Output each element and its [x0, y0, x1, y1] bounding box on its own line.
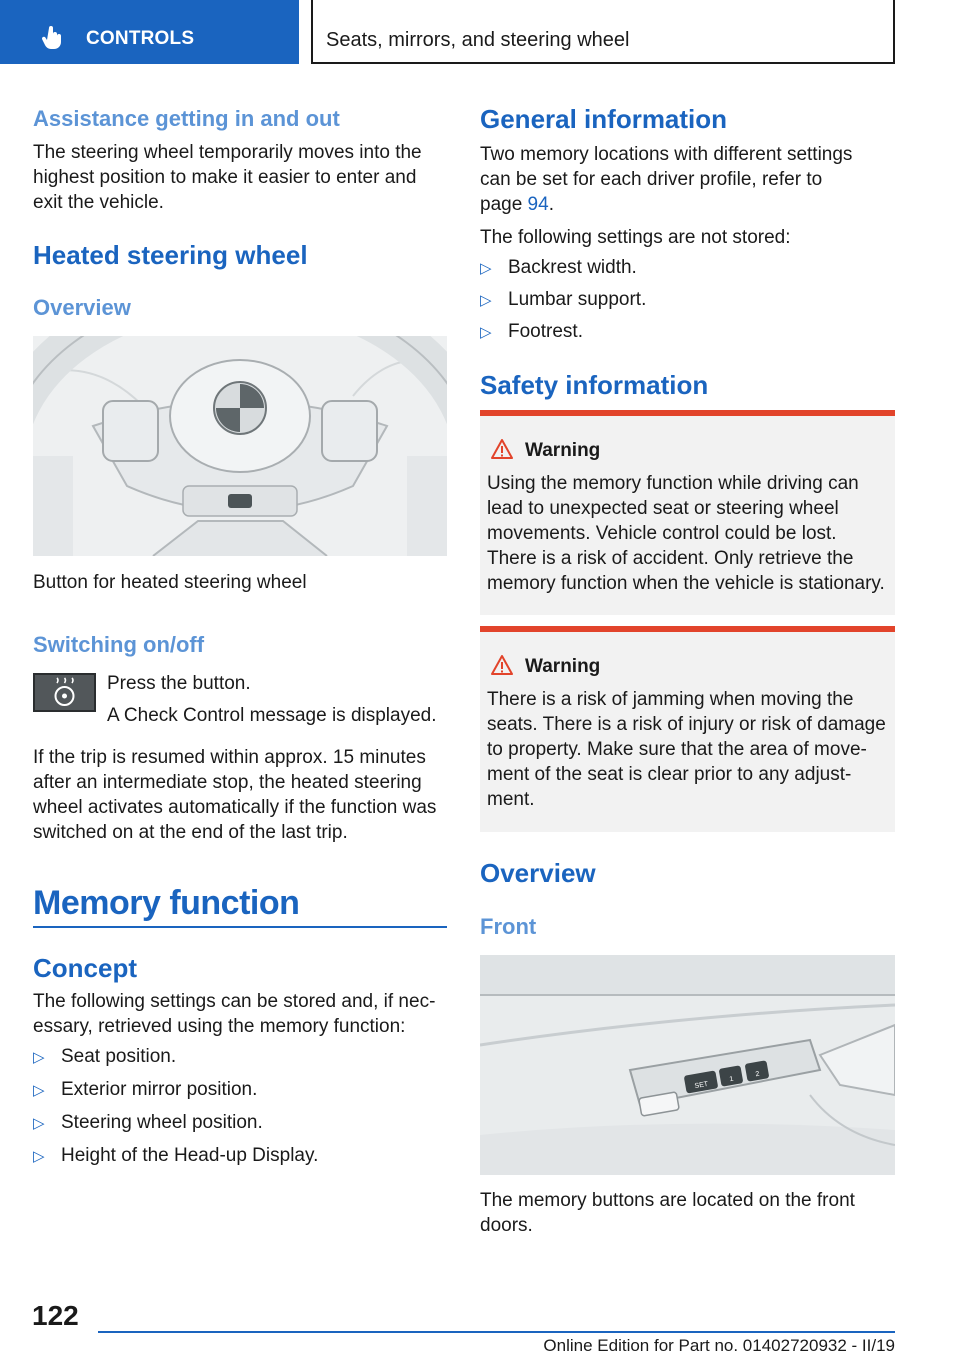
switch-step-2: A Check Control message is displayed.: [107, 705, 437, 726]
concept-text: The following settings can be stored and, if nec‐ essary, retrieved using the memory function:: [33, 991, 436, 1037]
warning-bar: [480, 626, 895, 632]
page-number: 122: [32, 1300, 79, 1331]
set-button-label: SET: [694, 1080, 709, 1091]
memory-2-button-label: 2: [755, 1070, 761, 1079]
front-caption: The memory buttons are located on the front doors.: [480, 1190, 855, 1236]
footer-rule: [98, 1331, 895, 1333]
memory-1-button-label: 1: [729, 1075, 735, 1084]
general-text: Two memory locations with different settings can be set for each driver profile, refer to page 94.: [480, 144, 853, 215]
not-stored-text: The following settings are not stored:: [480, 227, 791, 248]
steering-wheel-figure: [33, 336, 447, 556]
page-ref-link[interactable]: 94: [527, 194, 549, 215]
touch-hand-icon: [38, 24, 66, 52]
warning-box: [480, 410, 895, 615]
memory-heading-rule: [33, 926, 447, 928]
warning-text: There is a risk of jamming when moving the seats. There is a risk of injury or risk of damage to property. Make sure that the area of move‐ ment of the seat is clear prior to any adjust‐ ment.: [487, 689, 886, 810]
header-chapter-title: Seats, mirrors, and steering wheel: [326, 29, 630, 51]
assist-text: The steering wheel temporarily moves into the highest position to make it easier to enter and exit the vehicle.: [33, 142, 422, 213]
front-heading: Front: [480, 914, 537, 939]
warning-triangle-icon: [490, 654, 514, 676]
door-memory-illustration: [480, 955, 895, 1175]
concept-heading: Concept: [33, 953, 137, 983]
concept-list-item: ▷ Height of the Head-up Display.: [33, 1145, 319, 1166]
memory-heading: Memory function: [33, 884, 300, 922]
overview-heading: Overview: [480, 858, 596, 888]
bullet-triangle-icon: ▷: [480, 260, 492, 277]
footer-edition: Online Edition for Part no. 01402720932 - II/19: [543, 1336, 895, 1355]
heated-heading: Heated steering wheel: [33, 240, 308, 270]
general-heading: General information: [480, 104, 728, 134]
concept-list-item: ▷ Seat position.: [33, 1046, 177, 1067]
heated-steering-wheel-icon: [35, 675, 94, 710]
bullet-triangle-icon: ▷: [33, 1115, 45, 1132]
heated-figure-caption: Button for heated steering wheel: [33, 572, 307, 593]
resume-text: If the trip is resumed within approx. 15 minutes after an intermediate stop, the heated steering wheel activates automatically if the function was switched on at the end of the last trip.: [33, 747, 437, 843]
assist-heading: Assistance getting in and out: [33, 106, 340, 131]
door-memory-figure: [480, 955, 895, 1175]
warning-title: Warning: [525, 656, 601, 677]
warning-triangle-icon: [490, 438, 514, 460]
bullet-triangle-icon: ▷: [480, 324, 492, 341]
heated-overview-heading: Overview: [33, 295, 131, 320]
bullet-triangle-icon: ▷: [33, 1148, 45, 1165]
warning-box: [480, 626, 895, 832]
warning-bar: [480, 410, 895, 416]
bullet-triangle-icon: ▷: [480, 292, 492, 309]
bullet-triangle-icon: ▷: [33, 1049, 45, 1066]
bullet-triangle-icon: ▷: [33, 1082, 45, 1099]
warning-title: Warning: [525, 440, 601, 461]
warning-text: Using the memory function while driving can lead to unexpected seat or steering wheel movements. Vehicle control could be lost. There is a risk of accident. Only retrieve the memory function when the vehicle is stationary.: [487, 473, 885, 594]
steering-wheel-illustration: [33, 336, 447, 556]
heated-steering-button[interactable]: [33, 673, 96, 712]
concept-list-item: ▷ Exterior mirror position.: [33, 1079, 258, 1100]
switch-heading: Switching on/off: [33, 632, 205, 657]
header-section-label: CONTROLS: [86, 28, 195, 49]
concept-list-item: ▷ Steering wheel position.: [33, 1112, 263, 1133]
not-stored-item: ▷ Lumbar support.: [480, 289, 647, 310]
safety-heading: Safety information: [480, 370, 709, 400]
not-stored-item: ▷ Backrest width.: [480, 257, 637, 278]
switch-step-1: Press the button.: [107, 673, 251, 694]
not-stored-item: ▷ Footrest.: [480, 321, 583, 342]
